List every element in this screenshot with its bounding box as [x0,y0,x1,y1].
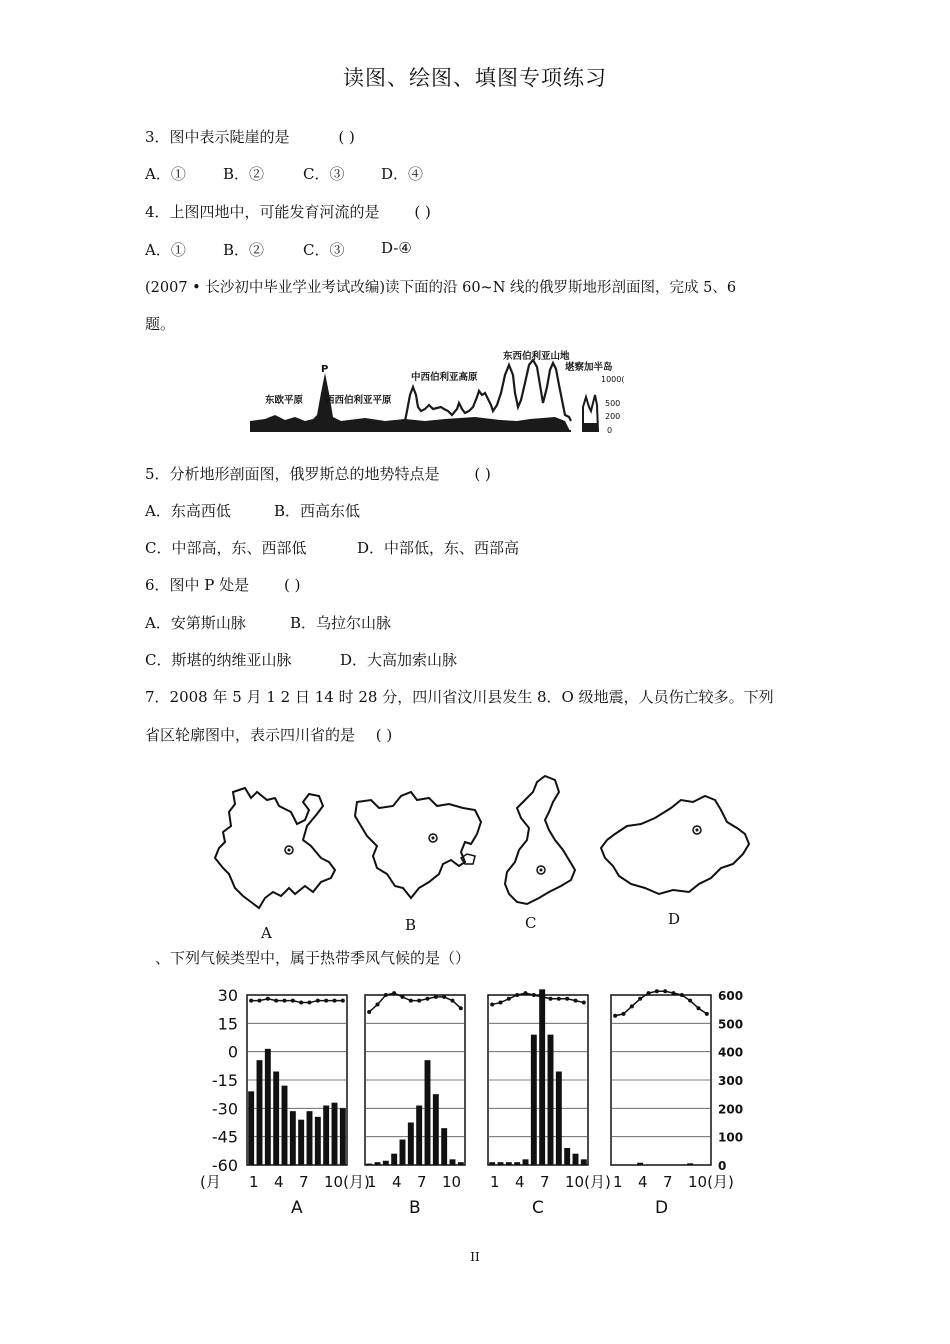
q6-option-c: C．斯堪的纳维亚山脉 [145,651,292,669]
q7-answer-blank: ( ) [375,726,393,744]
precip-bar-a-2 [257,1060,263,1165]
profile-label-west-siberian-plain: 西西伯利亚平原 [325,395,392,406]
q8-stem: 、下列气候类型中，属于热带季风气候的是（） [155,949,471,967]
temp-point-c-3 [507,997,511,1001]
precip-axis-tick: 300 [718,1074,744,1088]
temp-point-d-3 [630,1004,634,1008]
precip-bar-c-9 [556,1072,562,1166]
temp-line-a [251,999,343,1003]
profile-label-kamchatka: 堪察加半岛 [565,362,613,373]
temp-point-c-1 [490,1002,494,1006]
q3-answer-blank: ( ) [338,128,355,146]
q6-option-d: D．大高加索山脉 [340,651,458,669]
q4-option-b: B．② [223,241,265,259]
temp-point-a-2 [258,999,262,1003]
temp-axis-tick: -30 [211,1099,238,1119]
temp-point-c-12 [582,1001,586,1005]
climate-charts [200,985,760,1220]
temp-point-d-5 [647,991,651,995]
temp-point-c-10 [565,997,569,1001]
q5-option-a: A．东高西低 [145,502,231,520]
temp-point-c-2 [499,1001,503,1005]
precip-bar-b-6 [408,1123,414,1166]
temp-point-d-4 [638,997,642,1001]
temp-axis-tick: 15 [217,1014,238,1034]
profile-scale-0: 0 [607,426,613,435]
temp-point-c-7 [540,995,544,999]
q3-stem [145,126,355,147]
page-footer: II [470,1250,480,1264]
precip-bar-c-10 [564,1148,570,1165]
precip-axis-tick: 400 [718,1045,744,1060]
province-map-b-label: B [405,916,417,934]
province-map-c [505,776,575,904]
precip-axis-tick: 100 [718,1130,744,1145]
x-tick-b: 4 [392,1173,402,1191]
x-tick-c: 1 [490,1173,500,1191]
temp-point-a-6 [291,999,295,1003]
precip-bar-b-7 [416,1106,422,1166]
temp-axis-tick: 30 [217,986,238,1005]
temp-point-c-11 [574,999,578,1003]
precip-bar-b-10 [441,1128,447,1165]
precip-bar-b-3 [383,1161,389,1165]
q4-answer-blank: ( ) [414,203,431,221]
temp-point-b-3 [384,993,388,997]
x-tick-d: 10(月) [688,1173,734,1191]
precip-bar-b-2 [375,1162,381,1165]
x-tick-a: 1 [249,1173,259,1191]
precip-bar-a-10 [323,1106,329,1166]
q7-line-2 [145,724,392,745]
q6-stem [145,574,300,595]
q5-option-b: B．西高东低 [274,502,361,520]
temp-point-d-6 [655,989,659,993]
page-title: 读图、绘图、填图专项练习 [343,66,607,90]
province-outline-maps [205,770,765,940]
temp-point-c-4 [515,993,519,997]
panel-d-label: D [655,1198,669,1218]
q4-stem-text: 4．上图四地中，可能发育河流的是 [145,203,380,221]
precip-bar-c-1 [489,1162,495,1165]
temp-point-a-1 [249,999,253,1003]
q6-answer-blank: ( ) [283,576,301,594]
province-map-a-label: A [261,924,272,940]
temp-point-b-7 [417,999,421,1003]
panel-a-label: A [291,1198,303,1218]
x-tick-b: 10 [442,1173,462,1191]
temp-point-a-9 [316,999,320,1003]
profile-label-p: P [321,364,329,375]
precip-bar-a-3 [265,1049,271,1165]
profile-label-east-siberian-mountains: 东西伯利亚山地 [503,351,570,362]
precip-bar-a-5 [282,1086,288,1165]
temp-point-b-6 [409,999,413,1003]
temp-point-b-5 [401,995,405,999]
temp-point-a-7 [299,1001,303,1005]
temp-point-d-7 [663,989,667,993]
q6-option-a: A．安第斯山脉 [145,614,246,632]
q6-stem-text: 6．图中 P 处是 [145,576,250,594]
temp-point-b-10 [442,995,446,999]
temp-point-c-8 [549,997,553,1001]
q3-option-c: C．③ [303,165,345,183]
precip-bar-b-9 [433,1094,439,1165]
q5-option-d: D．中部低，东、西部高 [357,539,520,557]
x-tick-a: 4 [274,1173,284,1191]
precip-bar-b-4 [391,1154,397,1165]
temp-point-c-5 [524,991,528,995]
x-tick-c: 4 [515,1173,525,1191]
temp-point-a-8 [308,1001,312,1005]
q5-option-c: C．中部高，东、西部低 [145,539,307,557]
temp-point-b-1 [367,1010,371,1014]
temp-point-b-9 [434,995,438,999]
temp-point-d-8 [672,991,676,995]
temp-axis-tick: -60 [211,1156,238,1175]
precip-bar-b-11 [450,1159,456,1165]
precip-bar-c-4 [514,1162,520,1165]
precip-bar-a-4 [273,1072,279,1166]
precip-bar-a-1 [248,1091,254,1165]
temp-point-c-6 [532,993,536,997]
intro-line-1: (2007 • 长沙初中毕业学业考试改编)读下面的沿 60~N 线的俄罗斯地形剖面图，完成 5、6 [145,280,737,296]
precip-bar-c-11 [573,1154,579,1165]
x-tick-b: 1 [367,1173,377,1191]
precip-bar-a-12 [340,1108,346,1165]
temp-line-b [369,993,461,1012]
temp-point-a-3 [266,997,270,1001]
q3-option-d: D．④ [381,165,424,183]
temp-point-a-11 [333,999,337,1003]
temp-point-d-2 [622,1012,626,1016]
precip-bar-a-9 [315,1117,321,1165]
temp-point-a-5 [283,999,287,1003]
temp-point-a-12 [341,999,345,1003]
x-tick-a: 10(月) [324,1173,370,1191]
temp-point-b-11 [451,999,455,1003]
precip-bar-c-3 [506,1162,512,1165]
q4-option-a: A．① [145,241,186,259]
province-map-d [601,796,749,894]
temp-point-d-1 [613,1014,617,1018]
panel-b-label: B [409,1198,421,1218]
temp-point-a-4 [274,999,278,1003]
precip-bar-c-12 [581,1159,587,1165]
precip-bar-b-1 [366,1164,372,1165]
russia-terrain-profile [245,345,640,437]
intro-line-2: 题。 [145,315,176,333]
precip-bar-b-8 [425,1060,431,1165]
q5-answer-blank: ( ) [474,465,491,483]
x-tick-b: (月 [200,1173,221,1191]
x-tick-d: 7 [663,1173,673,1191]
q4-option-d: D-④ [381,239,412,257]
q3-option-b: B．② [223,165,265,183]
province-map-b [355,792,481,898]
province-map-d-label: D [668,910,681,928]
q6-option-b: B．乌拉尔山脉 [290,614,392,632]
profile-terrain-outline [405,360,571,421]
precip-bar-c-5 [523,1159,529,1165]
precip-axis-tick: 200 [718,1102,744,1117]
q4-option-c: C．③ [303,241,345,259]
x-tick-c: 7 [540,1173,550,1191]
temp-point-b-12 [459,1006,463,1010]
q5-stem-text: 5．分析地形剖面图，俄罗斯总的地势特点是 [145,465,440,483]
q7-line-1: 7．2008 年 5 月 1 2 日 14 时 28 分，四川省汶川县发生 8．O 级地震，人员伤亡较多。下列 [145,688,774,706]
q5-stem [145,463,491,484]
province-map-c-label: C [525,914,537,932]
precip-bar-b-12 [458,1162,464,1165]
precip-bar-c-8 [548,1035,554,1165]
profile-label-central-siberian-plateau: 中西伯利亚高原 [411,372,478,383]
temp-point-c-9 [557,997,561,1001]
precip-bar-b-5 [400,1140,406,1166]
temp-point-d-9 [680,993,684,997]
profile-kamchatka-base [583,423,598,431]
precip-bar-d-4 [637,1163,643,1165]
precip-axis-tick: 500 [718,1017,744,1032]
profile-label-east-european-plain: 东欧平原 [265,395,304,406]
precip-bar-a-11 [332,1103,338,1165]
precip-bar-a-7 [298,1120,304,1165]
q7-line-2-text: 省区轮廓图中，表示四川省的是 [145,726,356,744]
profile-scale-200: 200 [605,412,621,421]
x-tick-a: 7 [299,1173,309,1191]
precip-bar-a-6 [290,1111,296,1165]
precip-bar-d-10 [687,1163,693,1165]
profile-scale-1000: 1000( [601,375,625,384]
precip-bar-a-8 [307,1111,313,1165]
temp-axis-tick: -15 [211,1071,238,1090]
panel-c-label: C [532,1198,544,1218]
x-tick-b: 7 [417,1173,427,1191]
temp-axis-tick: -45 [211,1127,238,1147]
province-map-a [215,788,335,908]
q3-stem-text: 3．图中表示陡崖的是 [145,128,290,146]
x-tick-d: 1 [613,1173,623,1191]
precip-bar-c-6 [531,1035,537,1165]
temp-point-a-10 [324,999,328,1003]
x-tick-d: 4 [638,1173,648,1191]
precip-bar-c-7 [539,989,545,1165]
temp-axis-tick: 0 [227,1042,238,1062]
q4-stem [145,201,431,222]
profile-scale-500: 500 [605,399,621,408]
temp-point-d-10 [688,999,692,1003]
temp-point-b-2 [376,1002,380,1006]
precip-axis-tick: 0 [718,1159,727,1173]
x-tick-c: 10(月) [565,1173,611,1191]
precip-axis-tick: 600 [718,989,744,1003]
temp-point-b-4 [392,991,396,995]
precip-bar-c-2 [498,1162,504,1165]
q3-option-a: A．① [145,165,186,183]
temp-point-d-12 [705,1012,709,1016]
temp-point-b-8 [426,997,430,1001]
temp-point-d-11 [697,1006,701,1010]
